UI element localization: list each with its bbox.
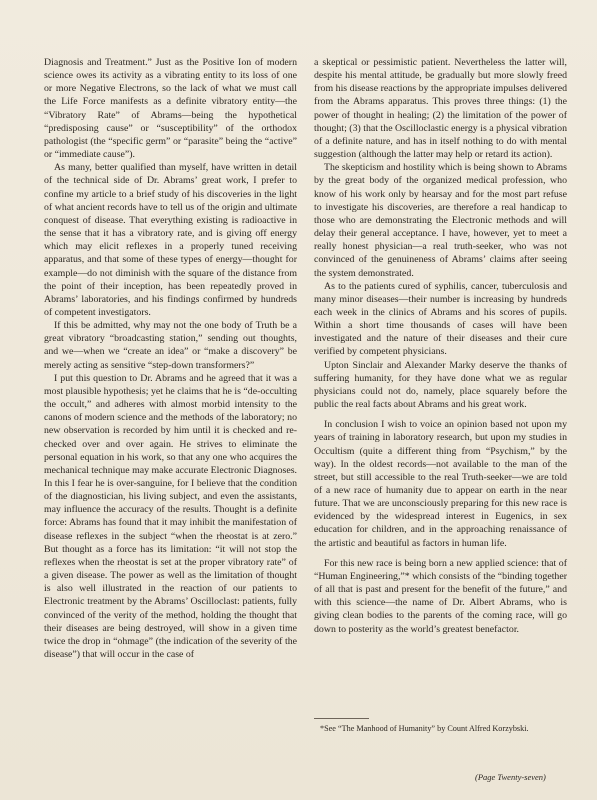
paragraph: For this new race is being born a new applied science: that of “Human Engineering,”* which consists of the “binding together of all that is past and present for the benefit of the future,” and with this science—the name of Dr. Albert Abrams, who is giving clean bodies to the parents of the coming race, will go down to posterity as the world’s greatest benefactor. [314,557,567,635]
page-number: (Page Twenty-seven) [475,772,546,782]
left-column [44,56,297,661]
paragraph: In conclusion I wish to voice an opinion based not upon my years of training in laboratory research, but upon my studies in Occultism (quite a different thing from “Psychism,” by the way). In the oldest records—not available to the man of the street, but still accessible to the real Truth-seeker—we are told of a new race of humanity due to appear on earth in the near future. That we are unconsciously preparing for this new race is evidenced by the widespread interest in Eugenics, in sex education for children, and in the approaching renaissance of the artistic and beautiful as factors in human life. [314,419,567,549]
footnote-divider [314,718,369,719]
paragraph: If this be admitted, why may not the one body of Truth be a great vibratory “broadcasting station,” sending out thoughts, and we—when we “create an idea” or “make a discovery” be merely acting as sensitive “step-down transformers?” [44,320,297,371]
right-column [314,56,567,636]
paragraph: The skepticism and hostility which is being shown to Abrams by the great body of the organized medical profession, who know of his work only by hearsay and for the most part refuse to investigate his discoveries, are therefore a real handicap to those who are demonstrating the Electronic methods and will delay their general acceptance. I have, however, yet to meet a really honest physician—a real truth-seeker, who was not convinced of the genuineness of Abrams’ claims after seeing the system demonstrated. [314,162,567,279]
footnote: *See “The Manhood of Humanity” by Count Alfred Korzybski. [320,724,529,733]
paragraph: As to the patients cured of syphilis, cancer, tuberculosis and many minor diseases—their number is increasing by hundreds each week in the clinics of Abrams and his scores of pupils. Within a short time thousands of cases will have been investigated and the nature of their diseases and their cure verified by competent physicians. [314,280,567,358]
paragraph: a skeptical or pessimistic patient. Nevertheless the latter will, despite his mental attitude, be gradually but more slowly freed from his disease reactions by the appropriate impulses delivered from the Abrams apparatus. This proves three things: (1) the power of thought in healing; (2) the limitation of the power of thought; (3) that the Oscilloclastic energy is a physical vibration of a definite nature, and has in itself nothing to do with mental suggestion (although the latter may help or retard its action). [314,57,567,161]
paragraph: As many, better qualified than myself, have written in detail of the technical side of Dr. Abrams’ great work, I prefer to confine my article to a brief study of his discoveries in the light of what ancient records have to tell us of the origin and ultimate conquest of disease. That everything existing is radioactive in the sense that it has a vibratory rate, and is giving off energy which may elicit reflexes in a properly tuned receiving apparatus, and that some of these types of energy—thought for example—do not diminish with the square of the distance from the point of their inception, has been repeatedly proved in Abrams’ laboratories, and his findings confirmed by hundreds of competent investigators. [44,162,297,318]
paragraph: I put this question to Dr. Abrams and he agreed that it was a most plausible hypothesis; yet he claims that he is “de-occulting the occult,” and adheres with almost morbid intensity to the canons of modern science and the methods of the laboratory; no new observation is recorded by him until it is checked and re-checked over and over again. He strives to eliminate the personal equation in his work, so that any one who acquires the mechanical technique may make accurate Electronic Diagnoses. In this I fear he is over-sanguine, for I believe that the condition of the diagnostician, his living subject, and even the assistants, may influence the accuracy of the results. Thought is a definite force: Abrams has found that it may inhibit the manifestation of disease reflexes in the subject “when the rheostat is at zero.” But thought as a force has its limitation: “it will not stop the reflexes when the rheostat is set at the proper vibratory rate” of a given disease. The power as well as the limitation of thought is also well illustrated in the reaction of our patients to Electronic treatment by the Abrams’ Oscilloclast: patients, fully convinced of the verity of the method, holding the thought that their diseases are being destroyed, will show in a given time twice the drop in “ohmage” (the indication of the severity of the disease”) that will occur in the case of [44,372,297,661]
paragraph: Diagnosis and Treatment.” Just as the Positive Ion of modern science owes its activity as a vibrating entity to its loss of one or more Negative Electrons, so the lack of what we must call the Life Force manifests as a definite vibratory entity—the “Vibratory Rate” of Abrams—being the hypothetical “predisposing cause” or “susceptibility” of the orthodox pathologist (the “specific germ” or “parasite” being the “active” or “immediate cause”). [44,57,297,161]
paragraph: Upton Sinclair and Alexander Marky deserve the thanks of suffering humanity, for they have done what we as regular physicians could not do, namely, place squarely before the public the real facts about Abrams and his great work. [314,359,567,411]
